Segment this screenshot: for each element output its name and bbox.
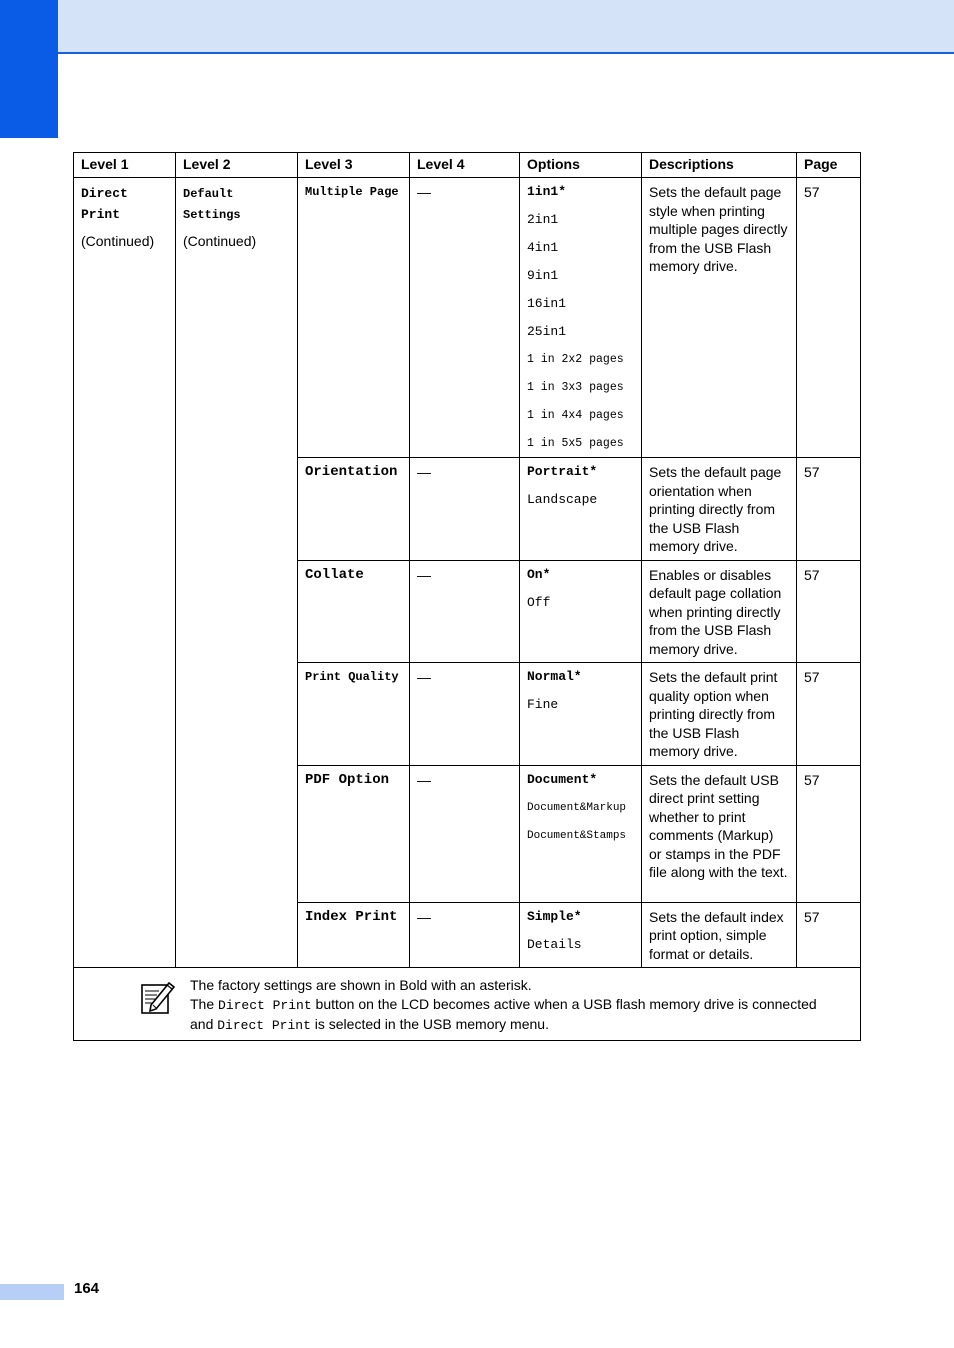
page-cell: 57 [797,902,861,968]
level3-cell: Orientation [298,458,410,561]
direct-print-code: Direct Print [217,1018,311,1033]
chapter-tab [0,0,58,138]
description-cell: Sets the default USB direct print setting whether to print comments (Markup) or stamps in the PDF file along with the text. [642,765,797,902]
table-row [74,178,861,458]
level4-cell: — [410,902,520,968]
option-item: On* [527,566,551,582]
level4-cell: — [410,560,520,663]
note-cell [74,968,861,1041]
header-page: Page [797,153,861,178]
description-cell: Sets the default print quality option when printing directly from the USB Flash memory drive. [642,663,797,766]
option-item: Portrait* [527,464,598,479]
option-item: 1 in 5x5 pages [527,437,624,450]
level4-cell: — [410,663,520,766]
header-level4: Level 4 [410,153,520,178]
table-header-row [74,153,861,178]
page-cell: 57 [797,178,861,458]
option-item: 16in1 [527,296,567,311]
level4-cell: — [410,178,520,458]
header-options: Options [520,153,642,178]
page-cell: 57 [797,458,861,561]
level3-cell: Multiple Page [298,178,410,458]
level4-cell: — [410,765,520,902]
description-cell: Sets the default index print option, simple format or details. [642,902,797,968]
option-item: Normal* [527,669,582,684]
option-item: 25in1 [527,324,567,339]
level1-value: Direct Print [81,186,128,222]
option-item: Document&Markup [527,801,627,814]
level1-cell [74,178,176,968]
option-item: Fine [527,697,559,712]
level1-continued: (Continued) [81,233,155,249]
option-item: Document* [527,771,598,787]
page-number-tab [0,1284,64,1300]
note-line-3: and Direct Print is selected in the USB memory menu. [190,1016,549,1033]
note-line-1: The factory settings are shown in Bold with an asterisk. [190,977,532,993]
option-item: 1 in 4x4 pages [527,409,624,422]
options-cell [520,178,642,458]
description-cell: Enables or disables default page collation when printing directly from the USB Flash memory drive. [642,560,797,663]
header-descriptions: Descriptions [642,153,797,178]
option-item: 1 in 3x3 pages [527,381,624,394]
level3-cell: PDF Option [298,765,410,902]
options-cell [520,902,642,968]
option-item: Landscape [527,492,598,507]
note-line-2: The Direct Print button on the LCD becomes active when a USB flash memory drive is connected [190,995,817,1013]
note-pencil-icon [139,979,177,1015]
page-cell: 57 [797,663,861,766]
page-number: 164 [74,1280,100,1297]
option-item: 1 in 2x2 pages [527,353,624,366]
option-item: Details [527,936,582,952]
header-level2: Level 2 [176,153,298,178]
header-level3: Level 3 [298,153,410,178]
description-cell: Sets the default page orientation when printing directly from the USB Flash memory drive. [642,458,797,561]
header-band [0,0,954,54]
page-cell: 57 [797,560,861,663]
option-item: Document&Stamps [527,829,627,842]
page-cell: 57 [797,765,861,902]
option-item: 4in1 [527,240,559,255]
level2-value: Default Settings [183,187,241,222]
level2-continued: (Continued) [183,233,257,249]
option-item: Off [527,594,551,610]
option-item: 1in1* [527,184,567,199]
level3-cell: Collate [298,560,410,663]
description-cell: Sets the default page style when printing multiple pages directly from the USB Flash memory drive. [642,178,797,458]
level3-cell: Index Print [298,902,410,968]
options-cell [520,663,642,766]
options-cell [520,560,642,663]
level3-cell: Print Quality [298,663,410,766]
level2-cell [176,178,298,968]
level4-cell: — [410,458,520,561]
option-item: 2in1 [527,212,559,227]
header-level1: Level 1 [74,153,176,178]
direct-print-code: Direct Print [218,997,312,1013]
settings-table [73,152,861,1041]
note-text [190,976,860,1036]
options-cell [520,765,642,902]
option-item: 9in1 [527,268,559,283]
options-cell [520,458,642,561]
option-item: Simple* [527,908,582,924]
note-row [74,968,861,1041]
